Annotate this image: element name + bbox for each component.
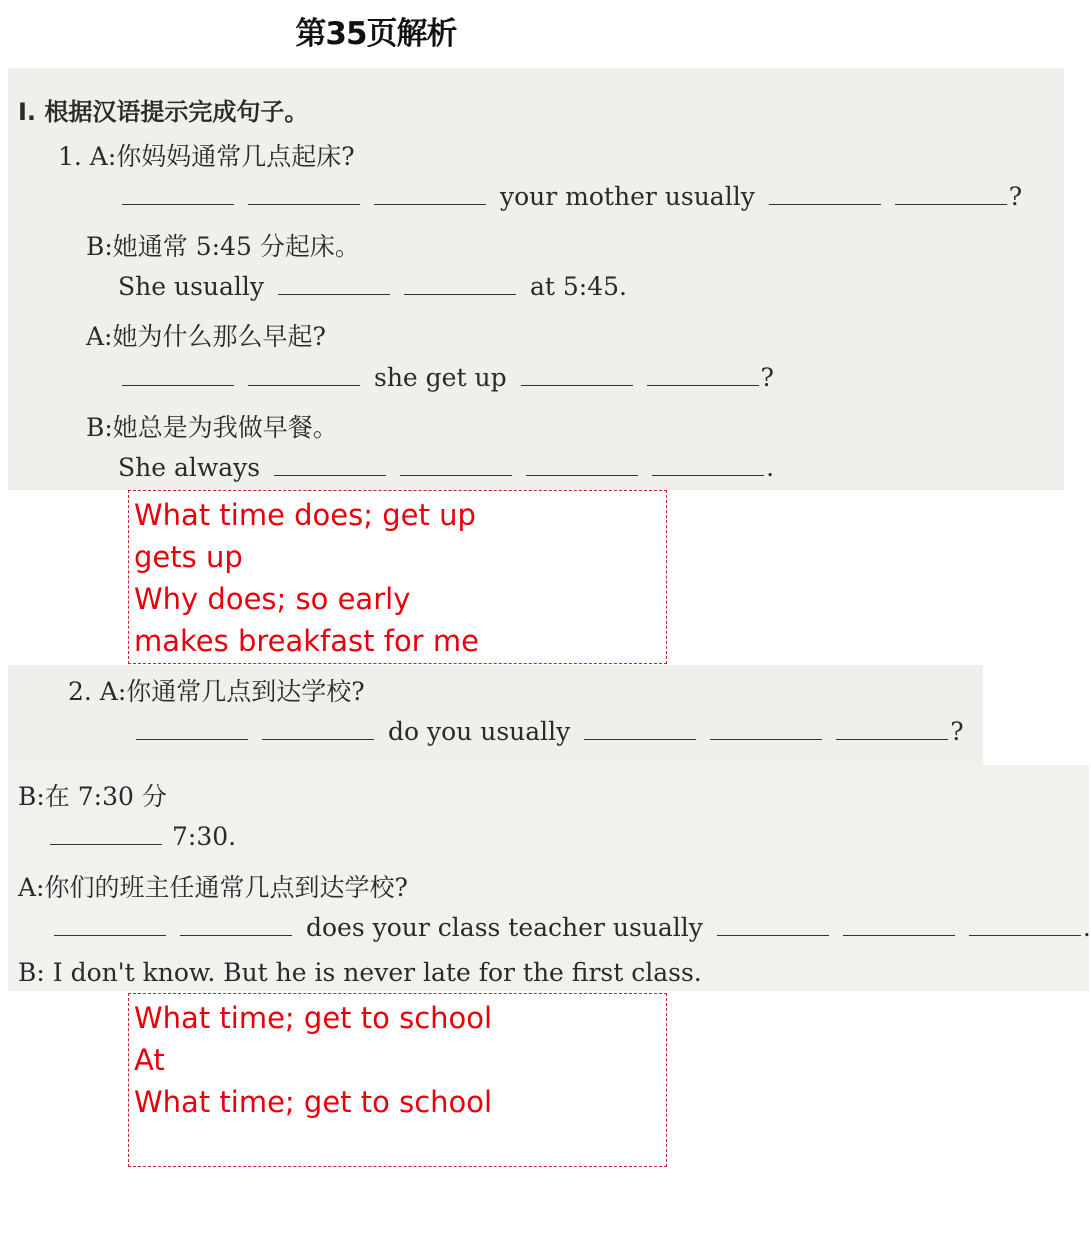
section-heading: Ⅰ. 根据汉语提示完成句子。: [18, 98, 309, 126]
answer-blank: [374, 182, 486, 205]
answer-blank: [136, 717, 248, 740]
answer-blank: [50, 822, 162, 845]
q2-a2-english: does your class teacher usually .: [54, 913, 1091, 942]
q2-a2-chinese: A:你们的班主任通常几点到达学校?: [18, 873, 408, 902]
q1-b2-chinese: B:她总是为我做早餐。: [86, 413, 338, 442]
answer-box-2: [128, 993, 667, 1167]
answer-blank: [895, 182, 1007, 205]
answer-blank: [262, 717, 374, 740]
q1-b2-english: She always .: [118, 453, 775, 482]
q2-a1-english: do you usually ?: [136, 717, 964, 746]
q1-b1-chinese: B:她通常 5:45 分起床。: [86, 232, 360, 261]
answer-blank: [400, 453, 512, 476]
q1-a1-english: your mother usually ?: [122, 182, 1022, 211]
answer-blank: [652, 453, 764, 476]
q2-b2: B: I don't know. But he is never late for the first class.: [18, 958, 702, 987]
answer-line: What time; get to school: [134, 1085, 493, 1119]
answer-blank: [122, 182, 234, 205]
q1-b1-english: She usually at 5:45.: [118, 272, 627, 301]
answer-blank: [769, 182, 881, 205]
answer-box-1: [128, 490, 667, 664]
q2-b1-chinese: B:在 7:30 分: [18, 782, 167, 811]
answer-blank: [54, 913, 166, 936]
q2-a1-chinese: 2. A:你通常几点到达学校?: [68, 677, 365, 706]
answer-blank: [122, 363, 234, 386]
answer-line: gets up: [134, 540, 243, 574]
answer-blank: [836, 717, 948, 740]
answer-blank: [278, 272, 390, 295]
answer-line: Why does; so early: [134, 582, 411, 616]
q2-b1-english: 7:30.: [50, 822, 236, 851]
answer-blank: [843, 913, 955, 936]
answer-blank: [647, 363, 759, 386]
answer-line: What time; get to school: [134, 1001, 493, 1035]
answer-blank: [248, 363, 360, 386]
answer-blank: [710, 717, 822, 740]
answer-line: At: [134, 1043, 165, 1077]
answer-blank: [969, 913, 1081, 936]
answer-blank: [180, 913, 292, 936]
q1-a2-chinese: A:她为什么那么早起?: [86, 322, 326, 351]
q1-a2-english: she get up ?: [122, 363, 774, 392]
answer-blank: [584, 717, 696, 740]
answer-line: makes breakfast for me: [134, 624, 479, 658]
answer-blank: [717, 913, 829, 936]
answer-line: What time does; get up: [134, 498, 476, 532]
q1-a1-chinese: 1. A:你妈妈通常几点起床?: [58, 142, 355, 171]
answer-blank: [404, 272, 516, 295]
answer-blank: [274, 453, 386, 476]
answer-blank: [248, 182, 360, 205]
page-title: 第35页解析: [295, 16, 457, 52]
answer-blank: [526, 453, 638, 476]
answer-blank: [521, 363, 633, 386]
